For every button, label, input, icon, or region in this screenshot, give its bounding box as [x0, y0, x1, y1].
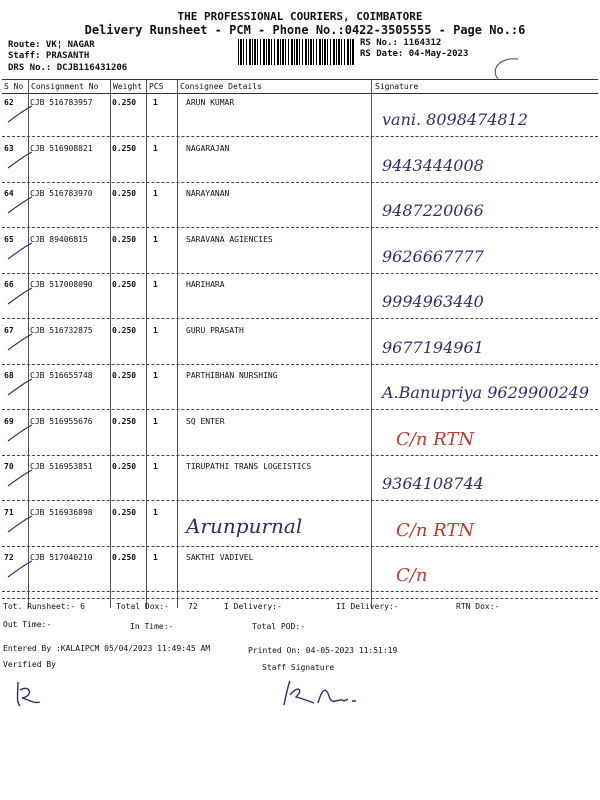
tick-mark	[6, 468, 34, 488]
entered-by: Entered By :KALAIPCM 05/04/2023 11:49:45 AM	[3, 644, 211, 653]
tot-runsheet: Tot. Runsheet:- 6	[3, 602, 85, 611]
row-consignee: PARTHIBHAN NURSHING	[186, 371, 278, 380]
row-separator	[2, 273, 598, 274]
row-consignment-no: CJB 517008090	[30, 280, 93, 289]
runsheet-title: Delivery Runsheet - PCM - Phone No.:0422-3505555 - Page No.:6	[84, 23, 526, 37]
row-pcs: 1	[153, 144, 158, 153]
row-consignee: TIRUPATHI TRANS LOGEISTICS	[186, 462, 312, 471]
row-signature: 9994963440	[382, 292, 484, 311]
staff-signature-mark	[278, 675, 368, 711]
printed-on: Printed On: 04-05-2023 11:51:19	[248, 646, 398, 655]
row-separator	[2, 136, 598, 137]
tick-mark	[6, 104, 34, 124]
row-pcs: 1	[153, 553, 158, 562]
col-divider	[146, 80, 147, 608]
col-header-pcs: PCS	[149, 82, 164, 91]
row-signature: vani. 8098474812	[382, 110, 528, 129]
row-pcs: 1	[153, 280, 158, 289]
row-signature: 9364108744	[382, 474, 484, 493]
row-consignment-no: CJB 89406815	[30, 235, 88, 244]
row-consignee: GURU PRASATH	[186, 326, 244, 335]
tick-mark	[6, 559, 34, 579]
col-header-weight: Weight	[113, 82, 142, 91]
row-sno: 68	[4, 371, 14, 380]
row-consignment-no: CJB 516655748	[30, 371, 93, 380]
rtn-dox: RTN Dox:-	[456, 602, 500, 611]
total-dox-value: 72	[188, 602, 198, 611]
i-delivery: I Delivery:-	[224, 602, 282, 611]
row-separator	[2, 409, 598, 410]
rs-date: RS Date: 04-May-2023	[360, 49, 469, 59]
row-weight: 0.250	[112, 417, 137, 426]
tick-mark	[6, 332, 34, 352]
route-label: Route: VK¦ NAGAR	[8, 40, 95, 50]
row-consignee: SARAVANA AGIENCIES	[186, 235, 273, 244]
col-divider	[110, 80, 111, 608]
row-consignee: NARAYANAN	[186, 189, 230, 198]
row-pcs: 1	[153, 462, 158, 471]
pen-mark	[470, 55, 530, 85]
row-sno: 62	[4, 98, 14, 107]
row-sno: 66	[4, 280, 14, 289]
row-signature: C/n	[396, 565, 428, 586]
tick-mark	[6, 423, 34, 443]
row-weight: 0.250	[112, 144, 137, 153]
row-pcs: 1	[153, 508, 158, 517]
row-weight: 0.250	[112, 280, 137, 289]
barcode	[238, 39, 354, 65]
handwritten-consignee: Arunpurnal	[186, 514, 303, 538]
row-consignment-no: CJB 516908821	[30, 144, 93, 153]
row-pcs: 1	[153, 98, 158, 107]
row-weight: 0.250	[112, 235, 137, 244]
row-pcs: 1	[153, 189, 158, 198]
row-sno: 63	[4, 144, 14, 153]
row-signature: 9487220066	[382, 201, 484, 220]
row-separator	[2, 318, 598, 319]
row-sno: 72	[4, 553, 14, 562]
row-pcs: 1	[153, 326, 158, 335]
row-pcs: 1	[153, 235, 158, 244]
out-time: Out Time:-	[3, 620, 52, 629]
col-header-sno: S No	[4, 82, 24, 91]
tick-mark	[6, 286, 34, 306]
col-divider	[177, 80, 178, 608]
row-consignment-no: CJB 516732875	[30, 326, 93, 335]
row-sno: 65	[4, 235, 14, 244]
row-pcs: 1	[153, 417, 158, 426]
col-header-consignee: Consignee Details	[180, 82, 262, 91]
row-sno: 70	[4, 462, 14, 471]
table-top-rule	[2, 79, 598, 80]
row-signature: C/n RTN	[396, 429, 475, 450]
row-separator	[2, 500, 598, 501]
verified-by: Verified By	[3, 660, 56, 669]
row-consignment-no: CJB 516783957	[30, 98, 93, 107]
row-consignment-no: CJB 516936898	[30, 508, 93, 517]
row-separator	[2, 455, 598, 456]
row-consignment-no: CJB 516953851	[30, 462, 93, 471]
row-separator	[2, 546, 598, 547]
total-dox-label: Total Dox:-	[116, 602, 169, 611]
row-sno: 69	[4, 417, 14, 426]
row-consignee: NAGARAJAN	[186, 144, 230, 153]
row-weight: 0.250	[112, 371, 137, 380]
row-signature: 9677194961	[382, 338, 484, 357]
row-separator	[2, 182, 598, 183]
row-separator	[2, 227, 598, 228]
verifier-signature-mark	[10, 676, 50, 710]
footer-rule	[2, 598, 598, 599]
row-signature: 9626667777	[382, 247, 484, 266]
staff-signature-label: Staff Signature	[262, 663, 335, 672]
row-consignee: HARIHARA	[186, 280, 225, 289]
company-title: THE PROFESSIONAL COURIERS, COIMBATORE	[177, 10, 423, 23]
row-separator	[2, 591, 598, 592]
tick-mark	[6, 241, 34, 261]
row-weight: 0.250	[112, 189, 137, 198]
row-consignment-no: CJB 517040210	[30, 553, 93, 562]
staff-label: Staff: PRASANTH	[8, 51, 90, 61]
row-weight: 0.250	[112, 326, 137, 335]
rs-number: RS No.: 1164312	[360, 38, 442, 48]
col-header-consignment: Consignment No	[31, 82, 99, 91]
row-signature: 9443444008	[382, 156, 484, 175]
tick-mark	[6, 377, 34, 397]
total-pod: Total POD:-	[252, 622, 305, 631]
row-consignment-no: CJB 516955676	[30, 417, 93, 426]
row-consignment-no: CJB 516783970	[30, 189, 93, 198]
row-consignee: SAKTHI VADIVEL	[186, 553, 254, 562]
row-signature: A.Banupriya 9629900249	[382, 383, 590, 402]
row-sno: 67	[4, 326, 14, 335]
tick-mark	[6, 195, 34, 215]
row-consignee: ARUN KUMAR	[186, 98, 235, 107]
row-consignee: SQ ENTER	[186, 417, 225, 426]
ii-delivery: II Delivery:-	[336, 602, 399, 611]
tick-mark	[6, 150, 34, 170]
tick-mark	[6, 514, 34, 534]
col-header-signature: Signature	[375, 82, 419, 91]
col-divider	[371, 80, 372, 608]
row-weight: 0.250	[112, 462, 137, 471]
row-pcs: 1	[153, 371, 158, 380]
table-header-rule	[2, 93, 598, 94]
row-sno: 64	[4, 189, 14, 198]
row-signature: C/n RTN	[396, 520, 475, 541]
row-sno: 71	[4, 508, 14, 517]
row-weight: 0.250	[112, 553, 137, 562]
row-weight: 0.250	[112, 98, 137, 107]
in-time: In Time:-	[130, 622, 174, 631]
row-weight: 0.250	[112, 508, 137, 517]
row-separator	[2, 364, 598, 365]
drs-number: DRS No.: DCJB116431206	[8, 63, 128, 73]
